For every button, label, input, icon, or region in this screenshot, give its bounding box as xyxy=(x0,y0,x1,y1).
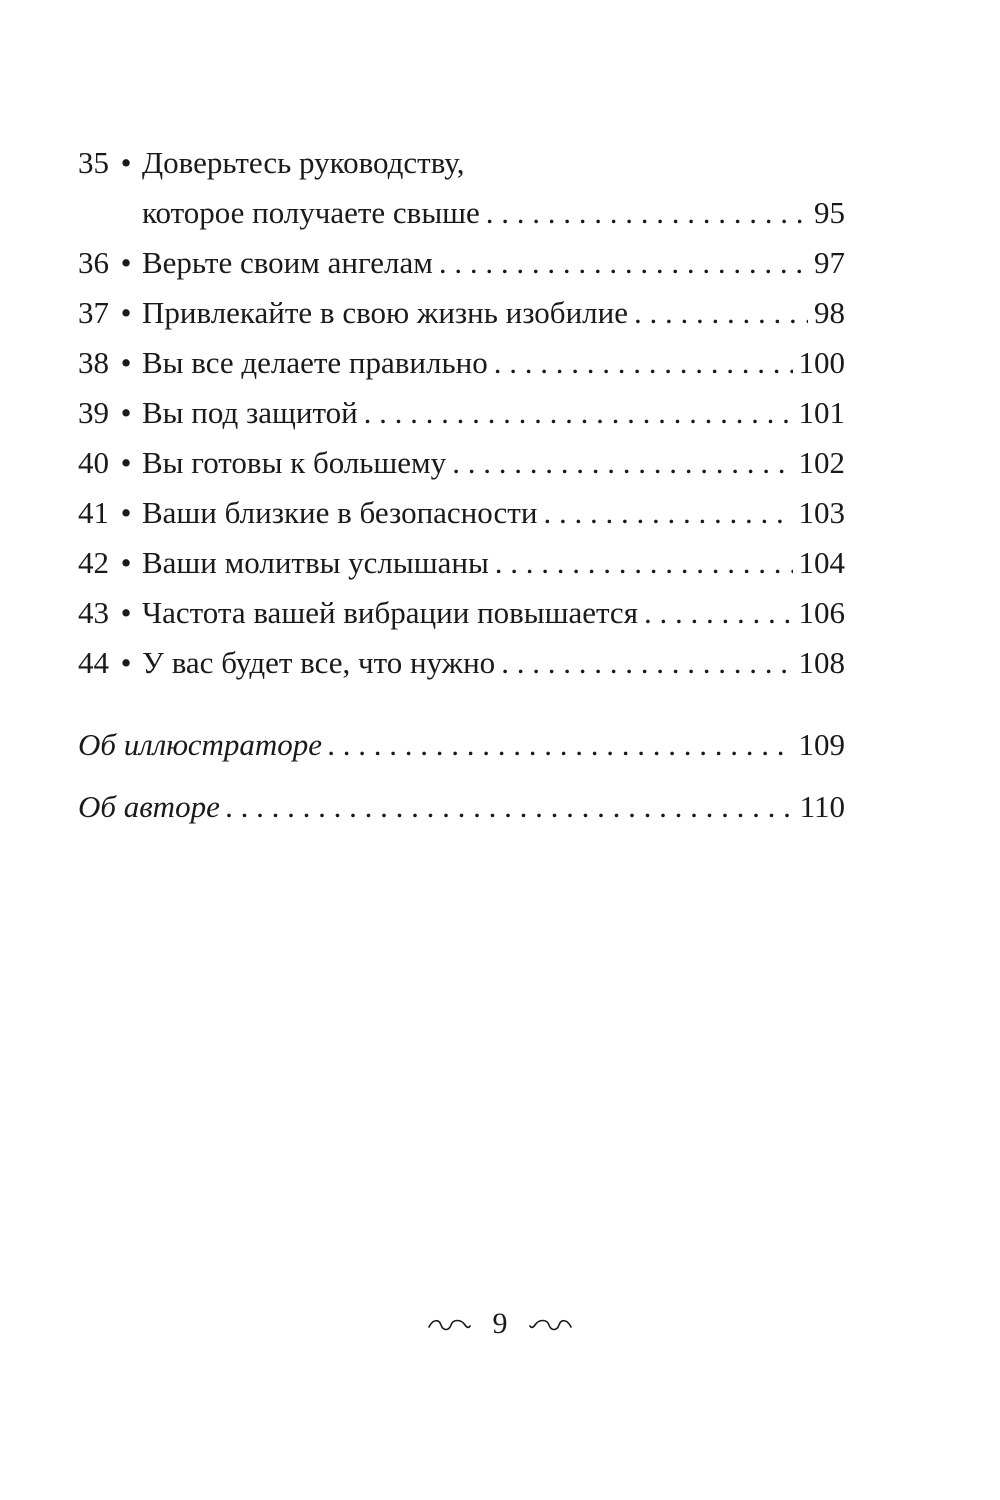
toc-entry-36[interactable] xyxy=(78,238,845,288)
dot-leader xyxy=(543,488,792,538)
toc-entry-43[interactable] xyxy=(78,588,845,638)
toc-entry-body xyxy=(142,338,845,388)
toc-entry-title: Частота вашей вибрации повышается xyxy=(142,595,638,630)
toc-entry-35[interactable] xyxy=(78,138,845,238)
toc-entry-page: 110 xyxy=(799,789,845,824)
toc-entry-page: 100 xyxy=(798,345,845,380)
swirl-left-icon xyxy=(427,1307,471,1341)
toc-entry-title: Доверьтесь руководству, xyxy=(142,145,465,180)
toc-entry-number: 44 xyxy=(78,645,109,680)
toc-entry-body xyxy=(142,488,845,538)
toc-entry-title: Ваши близкие в безопасности xyxy=(142,495,538,530)
toc-entry-body xyxy=(142,388,845,438)
dot-leader xyxy=(439,238,808,288)
toc-entry-37[interactable] xyxy=(78,288,845,338)
toc-entry-page: 97 xyxy=(814,245,845,280)
dot-leader xyxy=(486,188,808,238)
toc-bullet: • xyxy=(120,295,132,330)
dot-leader xyxy=(226,782,794,832)
toc-entry-title: Об авторе xyxy=(78,789,220,824)
toc-entry-body xyxy=(142,438,845,488)
page-number: 9 xyxy=(492,1307,508,1341)
toc-entry-number: 41 xyxy=(78,495,109,530)
toc-entry-number: 38 xyxy=(78,345,109,380)
toc-entry-about-author[interactable] xyxy=(78,782,845,832)
dot-leader xyxy=(494,338,793,388)
toc-entry-number: 43 xyxy=(78,595,109,630)
toc-entry-page: 109 xyxy=(798,727,845,762)
toc-entry-title: Привлекайте в свою жизнь изобилие xyxy=(142,295,628,330)
toc-entry-body xyxy=(142,288,845,338)
toc-bullet: • xyxy=(120,245,132,280)
dot-leader xyxy=(328,720,792,770)
dot-leader xyxy=(495,538,793,588)
toc-entry-page: 103 xyxy=(798,495,845,530)
toc-bullet: • xyxy=(120,445,132,480)
toc-entry-body xyxy=(142,138,845,238)
toc-entry-body xyxy=(142,538,845,588)
toc-bullet: • xyxy=(120,595,132,630)
toc-entry-number: 39 xyxy=(78,395,109,430)
toc-bullet: • xyxy=(120,495,132,530)
toc-entry-line-2 xyxy=(142,188,845,238)
toc-entry-page: 104 xyxy=(798,545,845,580)
toc-entry-title: Верьте своим ангелам xyxy=(142,245,433,280)
toc-entry-body xyxy=(142,588,845,638)
dot-leader xyxy=(364,388,793,438)
page-folio xyxy=(0,1305,1000,1341)
swirl-right-icon xyxy=(529,1307,573,1341)
toc-entry-page: 95 xyxy=(814,195,845,230)
dot-leader xyxy=(644,588,793,638)
toc-entry-number: 37 xyxy=(78,295,109,330)
toc-entry-40[interactable] xyxy=(78,438,845,488)
toc-entry-38[interactable] xyxy=(78,338,845,388)
dot-leader xyxy=(452,438,792,488)
toc-entry-title: Вы под защитой xyxy=(142,395,358,430)
toc-entry-44[interactable] xyxy=(78,638,845,688)
toc-bullet: • xyxy=(120,145,132,180)
toc-entry-title: Вы все делаете правильно xyxy=(142,345,488,380)
toc-entry-title: Об иллюстраторе xyxy=(78,727,323,762)
toc-entry-41[interactable] xyxy=(78,488,845,538)
toc-bullet: • xyxy=(120,545,132,580)
toc-entry-42[interactable] xyxy=(78,538,845,588)
section-spacer xyxy=(78,688,845,720)
toc-entry-body xyxy=(142,638,845,688)
toc-bullet: • xyxy=(120,395,132,430)
toc-entry-page: 98 xyxy=(814,295,845,330)
toc-entry-page: 102 xyxy=(798,445,845,480)
toc-entry-page: 106 xyxy=(798,595,845,630)
toc-bullet: • xyxy=(120,645,132,680)
toc-entry-title: У вас будет все, что нужно xyxy=(142,645,496,680)
dot-leader xyxy=(634,288,808,338)
table-of-contents xyxy=(78,138,845,832)
toc-entry-39[interactable] xyxy=(78,388,845,438)
toc-entry-line-1 xyxy=(142,138,845,188)
toc-entry-number: 35 xyxy=(78,145,109,180)
toc-entry-about-illustrator[interactable] xyxy=(78,720,845,770)
dot-leader xyxy=(501,638,792,688)
toc-entry-number: 40 xyxy=(78,445,109,480)
toc-entry-title: Вы готовы к большему xyxy=(142,445,447,480)
toc-bullet: • xyxy=(120,345,132,380)
section-spacer xyxy=(78,770,845,782)
toc-entry-number: 36 xyxy=(78,245,109,280)
toc-entry-title: Ваши молитвы услышаны xyxy=(142,545,489,580)
toc-entry-page: 108 xyxy=(798,645,845,680)
toc-entry-number: 42 xyxy=(78,545,109,580)
toc-entry-title-continued: которое получаете свыше xyxy=(142,195,480,230)
toc-entry-body xyxy=(142,238,845,288)
toc-entry-page: 101 xyxy=(798,395,845,430)
